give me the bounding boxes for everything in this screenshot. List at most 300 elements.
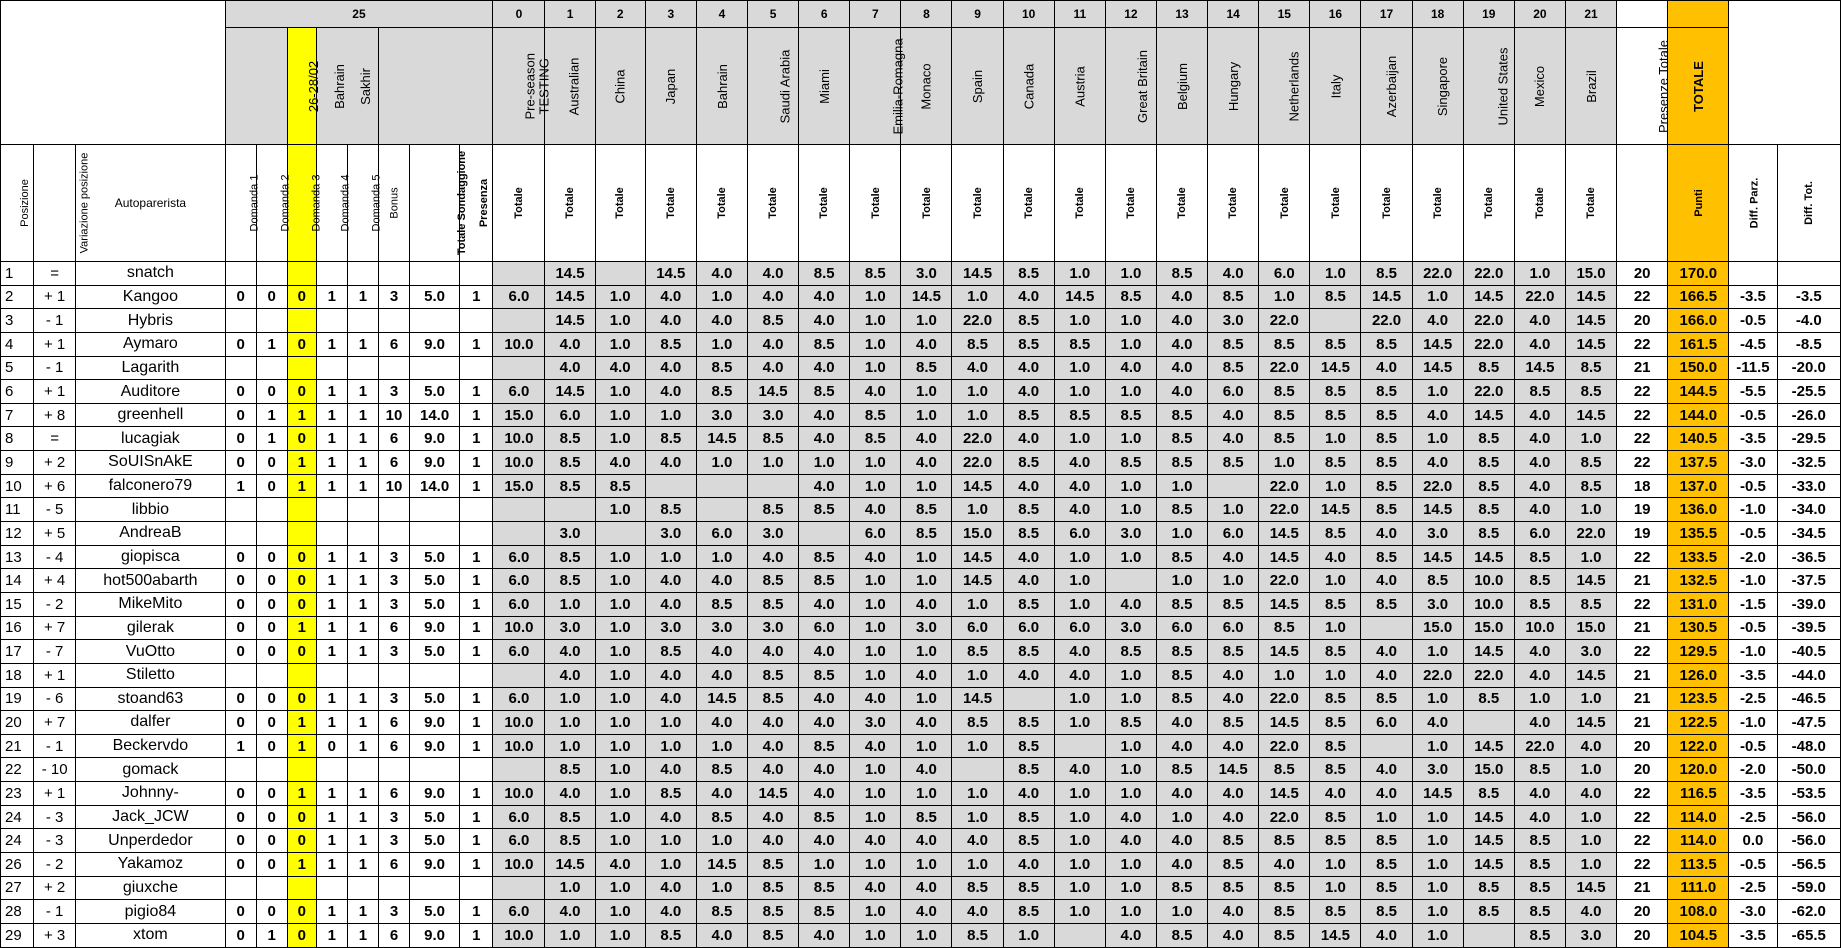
race-points-cell: 1.0 [901,569,952,593]
race-points-cell: 14.5 [1565,285,1616,309]
domanda-cell: 1 [347,900,378,924]
race-points-cell: 1.0 [799,853,850,877]
race-header [1259,28,1310,145]
race-points-cell: 1.0 [1054,592,1105,616]
race-points-cell: 4.0 [1208,805,1259,829]
race-totale-header-label: Totale [1329,187,1342,219]
domanda-cell [378,522,409,546]
race-points-cell: 8.5 [1463,427,1514,451]
race-points-cell: 4.0 [1003,782,1054,806]
variation-cell: = [34,427,76,451]
race-points-cell: 1.0 [952,285,1003,309]
race-points-cell [1003,687,1054,711]
race-points-cell: 4.0 [799,640,850,664]
race-points-cell: 1.0 [1565,758,1616,782]
race-points-cell: 10.0 [493,332,545,356]
domanda-cell [347,262,378,286]
variation-cell: + 7 [34,711,76,735]
domanda-cell: 1 [316,900,347,924]
sondaggione-cell: 9.0 [410,616,460,640]
race-points-cell: 1.0 [1310,474,1361,498]
sondaggione-cell: 5.0 [410,640,460,664]
user-cell: Aymaro [76,332,225,356]
race-points-cell: 8.5 [1310,805,1361,829]
position-cell: 11 [1,498,34,522]
variation-cell: - 3 [34,829,76,853]
race-points-cell [1105,569,1156,593]
header-total-top [1668,1,1729,28]
race-points-cell: 22.0 [1565,522,1616,546]
variation-cell: + 1 [34,380,76,404]
race-points-cell: 1.0 [1105,309,1156,333]
race-points-cell: 1.0 [1054,853,1105,877]
race-points-cell: 8.5 [1003,711,1054,735]
race-points-cell: 1.0 [595,663,645,687]
race-points-cell: 4.0 [747,734,798,758]
race-points-cell: 1.0 [1259,663,1310,687]
race-points-cell: 6.0 [1514,522,1565,546]
race-points-cell: 4.0 [645,900,696,924]
race-points-cell: 1.0 [850,569,901,593]
race-points-cell: 14.5 [1310,356,1361,380]
race-number: 10 [1003,1,1054,28]
race-points-cell: 3.0 [1565,923,1616,947]
presenza-cell: 1 [460,853,493,877]
domanda-cell: 1 [347,569,378,593]
total-points-cell: 132.5 [1668,569,1729,593]
race-number: 16 [1310,1,1361,28]
table-row [1,853,1841,877]
punti-header [1668,145,1729,262]
race-points-cell: 8.5 [1208,640,1259,664]
race-name: Spain [970,69,986,103]
race-points-cell: 1.0 [1105,758,1156,782]
header-corner [1,1,226,145]
sondaggione-cell: 9.0 [410,923,460,947]
race-points-cell: 4.0 [645,285,696,309]
race-header [1412,28,1463,145]
race-points-cell: 8.5 [850,427,901,451]
race-points-cell: 4.0 [747,545,798,569]
race-totale-header [595,145,645,262]
race-points-cell: 14.5 [1310,498,1361,522]
race-points-cell: 4.0 [1514,640,1565,664]
race-points-cell: 1.0 [645,734,696,758]
race-totale-header-label: Totale [1124,187,1137,219]
presenze-cell: 22 [1617,380,1668,404]
user-cell: gomack [76,758,225,782]
total-points-cell: 170.0 [1668,262,1729,286]
race-points-cell: 14.5 [1565,403,1616,427]
domanda-cell: 1 [316,451,347,475]
race-points-cell: 8.5 [901,498,952,522]
user-cell: giopisca [76,545,225,569]
domanda-cell: 1 [287,711,316,735]
domanda-cell [225,663,256,687]
race-points-cell: 8.5 [1003,332,1054,356]
diff-parz-cell: -2.0 [1729,758,1777,782]
race-points-cell: 4.0 [1310,782,1361,806]
race-points-cell: 6.0 [1208,522,1259,546]
diff-parz-cell: -4.5 [1729,332,1777,356]
domanda-cell: 1 [316,923,347,947]
race-points-cell: 4.0 [1156,285,1207,309]
race-points-cell: 8.5 [1463,474,1514,498]
race-points-cell: 22.0 [1463,309,1514,333]
domanda-cell: 1 [316,403,347,427]
diff-tot-cell: -50.0 [1777,758,1840,782]
race-points-cell: 4.0 [799,427,850,451]
race-points-cell: 8.5 [1514,592,1565,616]
race-points-cell: 6.0 [799,616,850,640]
domanda-cell: 0 [287,923,316,947]
domanda-cell: 0 [256,592,287,616]
header-right-corner [1729,1,1841,145]
diff-parz-cell: -2.5 [1729,805,1777,829]
presenze-cell: 21 [1617,876,1668,900]
sondaggione-cell: 14.0 [410,403,460,427]
user-cell: SoUISnAkE [76,451,225,475]
race-points-cell: 1.0 [1105,498,1156,522]
race-points-cell: 1.0 [850,616,901,640]
race-points-cell: 4.0 [1514,403,1565,427]
race-points-cell: 14.5 [1463,285,1514,309]
race-header [545,28,595,145]
race-name: Brazil [1583,69,1599,103]
race-points-cell: 1.0 [1156,805,1207,829]
diff-tot-cell: -4.0 [1777,309,1840,333]
race-points-cell: 4.0 [1156,782,1207,806]
race-points-cell: 22.0 [1259,356,1310,380]
race-points-cell: 4.0 [799,758,850,782]
race-points-cell: 4.0 [1003,853,1054,877]
race-points-cell: 8.5 [747,309,798,333]
race-points-cell: 8.5 [1003,900,1054,924]
race-points-cell: 4.0 [1105,829,1156,853]
race-points-cell: 8.5 [645,427,696,451]
race-points-cell: 1.0 [1105,900,1156,924]
race-points-cell: 1.0 [595,805,645,829]
domanda-cell: 0 [256,545,287,569]
race-points-cell: 4.0 [901,758,952,782]
domanda-cell [256,262,287,286]
domanda-cell: 3 [378,569,409,593]
variation-cell: + 2 [34,876,76,900]
sondaggione-cell: 5.0 [410,805,460,829]
variation-cell: = [34,262,76,286]
race-totale-header [1054,145,1105,262]
race-points-cell: 1.0 [901,309,952,333]
race-points-cell: 8.5 [1361,403,1412,427]
race-number: 6 [799,1,850,28]
race-points-cell: 4.0 [1208,427,1259,451]
race-points-cell: 1.0 [545,687,595,711]
domanda-cell [347,758,378,782]
domanda-header [225,145,261,262]
diff-parz-header-label: Diff. Parz. [1748,177,1761,229]
table-row [1,262,1841,286]
diff-parz-cell: -3.5 [1729,285,1777,309]
race-points-cell: 3.0 [645,522,696,546]
race-points-cell: 4.0 [595,356,645,380]
domanda-cell: 1 [316,332,347,356]
race-points-cell: 1.0 [901,734,952,758]
race-totale-header [645,145,696,262]
race-points-cell [493,309,545,333]
race-points-cell: 8.5 [696,592,747,616]
race-totale-header-label: Totale [1227,187,1240,219]
position-cell: 2 [1,285,34,309]
domanda-cell: 3 [378,805,409,829]
diff-parz-cell: -0.5 [1729,616,1777,640]
race-points-cell: 1.0 [1412,285,1463,309]
domanda-cell: 1 [347,640,378,664]
race-points-cell: 8.5 [1156,663,1207,687]
race-points-cell [1054,734,1105,758]
domanda-cell: 3 [378,380,409,404]
race-points-cell: 8.5 [1310,900,1361,924]
race-points-cell: 8.5 [747,569,798,593]
race-points-cell: 1.0 [595,900,645,924]
race-points-cell: 8.5 [1361,545,1412,569]
race-points-cell: 8.5 [1156,545,1207,569]
domanda-cell: 10 [378,403,409,427]
domanda-cell: 0 [225,853,256,877]
race-points-cell: 4.0 [952,356,1003,380]
total-points-cell: 133.5 [1668,545,1729,569]
race-points-cell: 14.5 [1565,309,1616,333]
domanda-cell: 1 [316,592,347,616]
race-points-cell: 4.0 [1514,663,1565,687]
position-cell: 20 [1,711,34,735]
race-points-cell: 1.0 [1412,427,1463,451]
variation-cell: + 4 [34,569,76,593]
presenze-cell: 21 [1617,356,1668,380]
domanda-cell: 6 [378,782,409,806]
race-points-cell: 10.0 [1463,569,1514,593]
user-cell: xtom [76,923,225,947]
race-totale-header [1565,145,1616,262]
race-points-cell: 1.0 [1105,663,1156,687]
sondaggione-cell [410,356,460,380]
race-points-cell: 1.0 [1412,805,1463,829]
race-points-cell: 1.0 [901,687,952,711]
domanda-cell: 0 [287,569,316,593]
race-points-cell: 8.5 [747,923,798,947]
diff-tot-cell: -36.5 [1777,545,1840,569]
race-points-cell: 1.0 [1105,853,1156,877]
domanda-cell: 0 [225,403,256,427]
race-points-cell: 1.0 [850,782,901,806]
race-points-cell: 8.5 [1514,923,1565,947]
sondaggione-cell: 9.0 [410,853,460,877]
race-points-cell: 22.0 [1463,380,1514,404]
race-points-cell: 8.5 [1156,262,1207,286]
race-points-cell [595,262,645,286]
race-points-cell: 10.0 [493,451,545,475]
race-points-cell: 3.0 [901,262,952,286]
domanda-cell: 0 [287,285,316,309]
table-row [1,734,1841,758]
diff-tot-cell: -47.5 [1777,711,1840,735]
race-points-cell: 8.5 [696,356,747,380]
race-points-cell: 3.0 [696,616,747,640]
user-cell: gilerak [76,616,225,640]
race-header [645,28,696,145]
race-points-cell: 14.5 [1463,403,1514,427]
user-cell: giuxche [76,876,225,900]
race-points-cell: 4.0 [595,451,645,475]
race-points-cell: 1.0 [545,734,595,758]
diff-parz-cell: -1.0 [1729,640,1777,664]
race-points-cell: 14.5 [1463,734,1514,758]
race-points-cell: 4.0 [1105,592,1156,616]
race-totale-header-label: Totale [818,187,831,219]
race-points-cell: 8.5 [1208,853,1259,877]
race-points-cell: 6.0 [696,522,747,546]
domanda-header [347,145,383,262]
race-points-cell: 1.0 [645,829,696,853]
user-cell: libbio [76,498,225,522]
domanda-cell: 1 [347,474,378,498]
diff-tot-cell: -56.5 [1777,853,1840,877]
race-points-cell: 1.0 [1054,262,1105,286]
user-cell: lucagiak [76,427,225,451]
race-points-cell: 4.0 [901,663,952,687]
race-points-cell: 8.5 [696,758,747,782]
domanda-cell: 0 [225,285,256,309]
domanda-cell [316,522,347,546]
race-points-cell: 4.0 [1361,356,1412,380]
race-number: 3 [645,1,696,28]
race-points-cell: 15.0 [493,403,545,427]
table-row [1,451,1841,475]
presenza-cell: 1 [460,545,493,569]
race-points-cell: 4.0 [645,309,696,333]
race-points-cell: 8.5 [1208,876,1259,900]
domanda-cell: 0 [225,829,256,853]
presenze-cell: 22 [1617,829,1668,853]
race-points-cell: 4.0 [747,332,798,356]
race-country-label: Bahrain [331,63,347,109]
domanda-header-label: Domanda 1 [248,174,261,232]
race-points-cell: 1.0 [595,309,645,333]
race-points-cell: 1.0 [595,403,645,427]
race-points-cell: 8.5 [1156,876,1207,900]
race-points-cell: 4.0 [545,663,595,687]
race-totale-header-label: Totale [1431,187,1444,219]
diff-parz-cell: -0.5 [1729,309,1777,333]
race-points-cell: 8.5 [1208,332,1259,356]
race-number: 2 [595,1,645,28]
diff-tot-cell: -29.5 [1777,427,1840,451]
race-points-cell: 8.5 [1565,474,1616,498]
race-points-cell: 8.5 [1310,522,1361,546]
race-points-cell: 6.0 [493,687,545,711]
race-points-cell: 4.0 [799,711,850,735]
position-cell: 4 [1,332,34,356]
domanda-cell [256,758,287,782]
race-totale-header [696,145,747,262]
race-points-cell: 4.0 [1054,474,1105,498]
domanda-cell: 0 [256,687,287,711]
presenza-cell [460,663,493,687]
race-points-cell: 4.0 [901,900,952,924]
race-number: 5 [747,1,798,28]
race-points-cell: 1.0 [595,923,645,947]
sondaggione-cell: 9.0 [410,332,460,356]
race-points-cell: 3.0 [747,522,798,546]
race-points-cell: 10.0 [493,734,545,758]
total-points-cell: 144.0 [1668,403,1729,427]
race-points-cell: 8.5 [1514,853,1565,877]
race-points-cell [645,474,696,498]
diff-parz-cell: -3.5 [1729,782,1777,806]
race-points-cell: 1.0 [1105,380,1156,404]
diff-tot-cell: -39.5 [1777,616,1840,640]
position-cell: 5 [1,356,34,380]
diff-tot-cell: -25.5 [1777,380,1840,404]
race-points-cell: 14.5 [1054,285,1105,309]
race-points-cell: 4.0 [1208,545,1259,569]
race-points-cell: 8.5 [645,498,696,522]
race-points-cell: 4.0 [850,498,901,522]
race-points-cell: 1.0 [595,498,645,522]
total-points-cell: 161.5 [1668,332,1729,356]
race-points-cell: 1.0 [595,687,645,711]
race-points-cell: 8.5 [1259,616,1310,640]
variation-cell: + 1 [34,332,76,356]
race-points-cell: 3.0 [850,711,901,735]
race-points-cell: 4.0 [799,829,850,853]
header-blank [1617,1,1668,28]
race-points-cell: 15.0 [1463,616,1514,640]
race-name: Hungary [1225,61,1241,111]
sondaggione-cell: 5.0 [410,569,460,593]
totale-sondaggione-header-label: Totale Sondaggione [456,150,469,256]
presenze-cell: 21 [1617,687,1668,711]
race-points-cell: 8.5 [1310,332,1361,356]
variation-cell: - 5 [34,498,76,522]
table-row [1,474,1841,498]
race-points-cell: 8.5 [1463,451,1514,475]
race-header [1156,28,1207,145]
race-points-cell: 22.0 [1463,332,1514,356]
diff-tot-cell: -37.5 [1777,569,1840,593]
presenze-cell: 18 [1617,474,1668,498]
race-points-cell: 8.5 [1156,403,1207,427]
race-points-cell: 8.5 [1361,687,1412,711]
race-points-cell [952,758,1003,782]
race-points-cell: 14.5 [1463,853,1514,877]
race-points-cell: 8.5 [1361,853,1412,877]
domanda-cell: 0 [225,711,256,735]
diff-tot-cell: -20.0 [1777,356,1840,380]
race-points-cell: 1.0 [850,900,901,924]
variation-cell: + 1 [34,663,76,687]
table-row [1,356,1841,380]
race-points-cell [493,356,545,380]
race-points-cell: 8.5 [1310,451,1361,475]
race-points-cell: 1.0 [1208,569,1259,593]
race-points-cell: 8.5 [901,805,952,829]
domanda-cell: 1 [347,380,378,404]
table-row [1,923,1841,947]
diff-tot-cell: -3.5 [1777,285,1840,309]
total-points-cell: 140.5 [1668,427,1729,451]
race-points-cell: 14.5 [696,427,747,451]
race-points-cell: 8.5 [1361,900,1412,924]
